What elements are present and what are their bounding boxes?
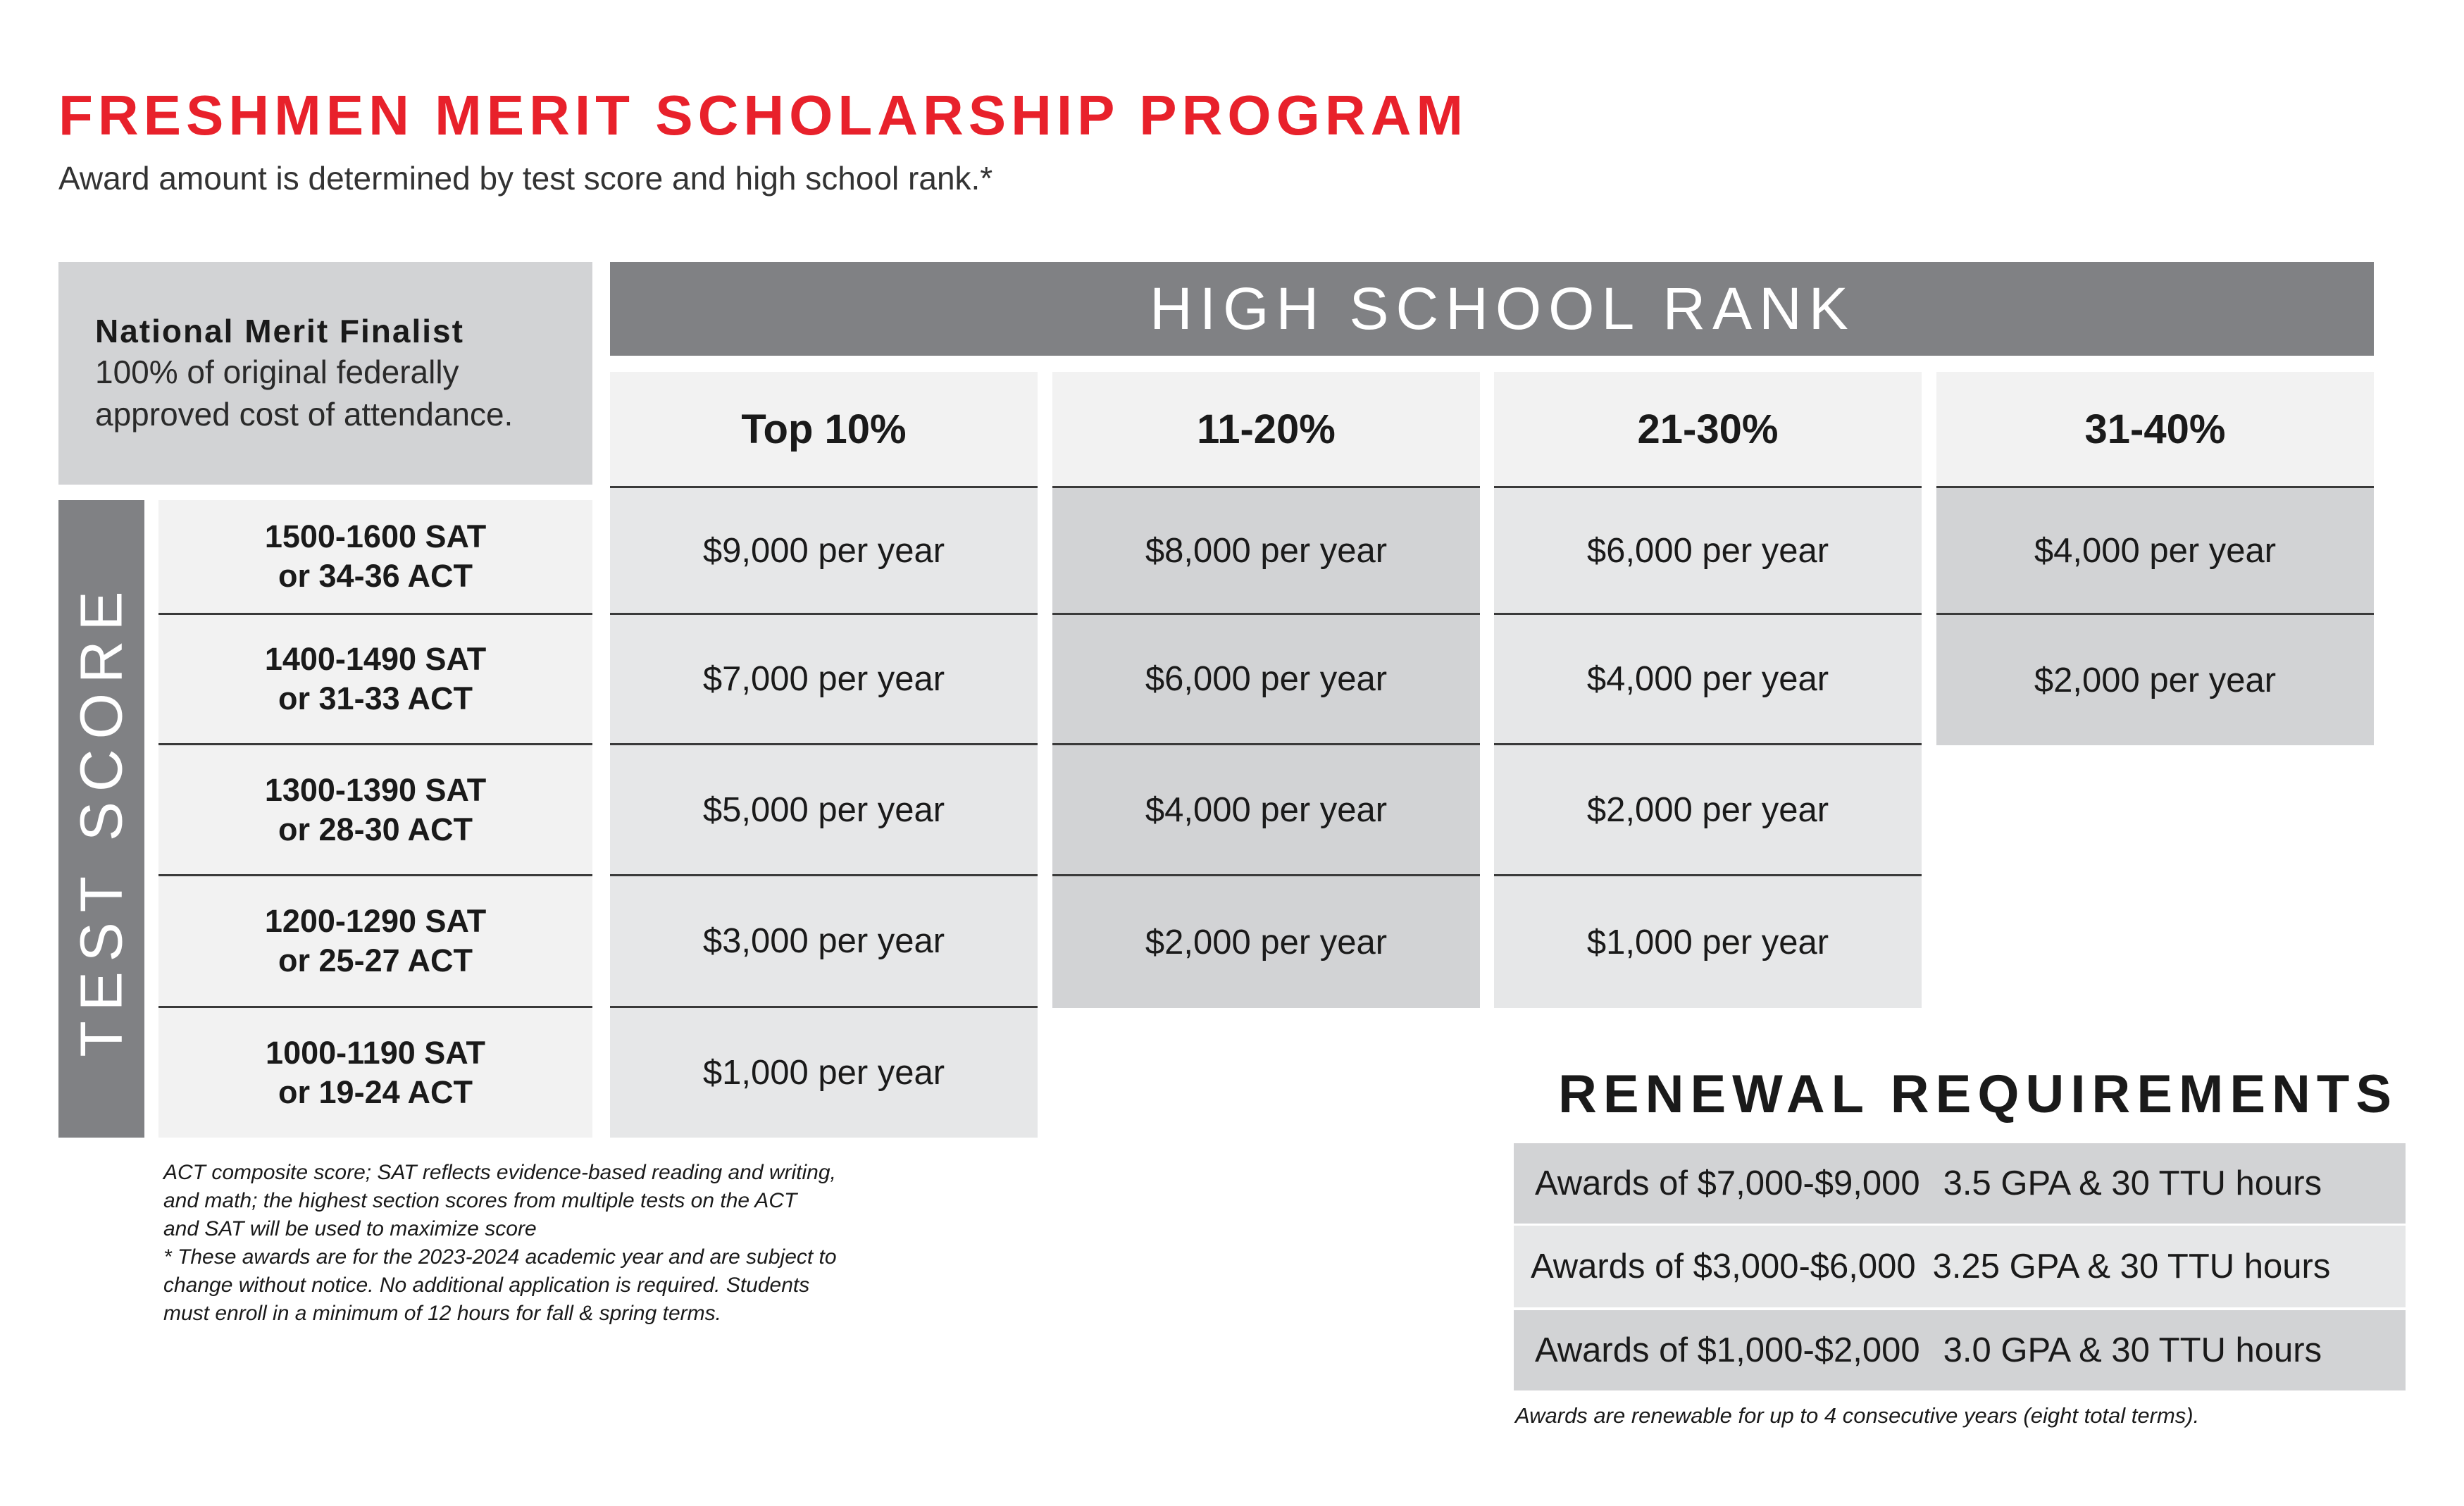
award-cell: $7,000 per year [610,615,1038,745]
footnote-line: * These awards are for the 2023-2024 academic year and are subject to [163,1245,837,1269]
score-sat: 1200-1290 SAT [264,903,487,939]
award-cell: $2,000 per year [1494,745,1922,876]
footnote-line: and math; the highest section scores from multiple tests on the ACT [163,1189,797,1212]
rank-column-31-40: 31-40% [1936,372,2374,488]
renewal-title: RENEWAL REQUIREMENTS [1558,1064,2398,1124]
score-act: or 34-36 ACT [278,558,473,594]
award-cell: $4,000 per year [1494,615,1922,745]
national-merit-box [58,262,592,485]
footnote-line: change without notice. No additional application is required. Students [163,1274,810,1297]
award-cell: $4,000 per year [1936,488,2374,615]
footnote-line: ACT composite score; SAT reflects evidence-based reading and writing, [163,1161,836,1184]
renewal-amount: Awards of $3,000-$6,000 [1531,1247,1916,1286]
award-cell: $1,000 per year [610,1008,1038,1138]
award-cell: $8,000 per year [1052,488,1480,615]
test-score-label: TEST SCORE [68,580,135,1057]
page-subtitle: Award amount is determined by test score and high school rank.* [58,160,993,197]
score-row-2 [158,615,592,745]
award-cell: $2,000 per year [1936,615,2374,745]
renewal-requirement: 3.0 GPA & 30 TTU hours [1943,1331,2322,1369]
page-title: FRESHMEN MERIT SCHOLARSHIP PROGRAM [58,84,1469,147]
national-merit-line1: 100% of original federally [95,354,459,390]
renewal-amount: Awards of $1,000-$2,000 [1535,1331,1920,1369]
renewal-requirement: 3.25 GPA & 30 TTU hours [1932,1247,2331,1286]
renewal-row-1 [1514,1143,2406,1224]
score-sat: 1000-1190 SAT [266,1035,485,1071]
renewal-requirement: 3.5 GPA & 30 TTU hours [1943,1164,2322,1202]
award-cell: $6,000 per year [1052,615,1480,745]
award-cell: $3,000 per year [610,876,1038,1008]
score-sat: 1400-1490 SAT [264,641,487,677]
award-cell: $6,000 per year [1494,488,1922,615]
national-merit-line2: approved cost of attendance. [95,396,514,432]
score-row-1 [158,500,592,615]
renewal-row-2 [1514,1226,2406,1307]
renewal-note: Awards are renewable for up to 4 consecutive years (eight total terms). [1515,1403,2200,1428]
award-cell: $9,000 per year [610,488,1038,615]
test-score-label-bar [58,500,144,1138]
footnote-line: must enroll in a minimum of 12 hours for fall & spring terms. [163,1302,721,1325]
score-row-5 [158,1008,592,1138]
footnote [163,1159,973,1328]
national-merit-heading: National Merit Finalist [95,313,464,349]
rank-column-11-20: 11-20% [1052,372,1480,488]
award-cell: $1,000 per year [1494,876,1922,1008]
rank-column-top10: Top 10% [610,372,1038,488]
score-row-3 [158,745,592,876]
renewal-amount: Awards of $7,000-$9,000 [1535,1164,1920,1202]
high-school-rank-header: HIGH SCHOOL RANK [610,262,2374,356]
renewal-row-3 [1514,1310,2406,1390]
footnote-line: and SAT will be used to maximize score [163,1217,537,1240]
score-act: or 19-24 ACT [278,1074,473,1110]
score-row-4 [158,876,592,1008]
score-act: or 31-33 ACT [278,680,473,716]
award-cell: $4,000 per year [1052,745,1480,876]
award-cell: $5,000 per year [610,745,1038,876]
score-act: or 25-27 ACT [278,942,473,978]
score-sat: 1300-1390 SAT [264,771,487,808]
score-act: or 28-30 ACT [278,811,473,847]
score-sat: 1500-1600 SAT [264,518,487,554]
rank-column-21-30: 21-30% [1494,372,1922,488]
award-cell: $2,000 per year [1052,876,1480,1008]
